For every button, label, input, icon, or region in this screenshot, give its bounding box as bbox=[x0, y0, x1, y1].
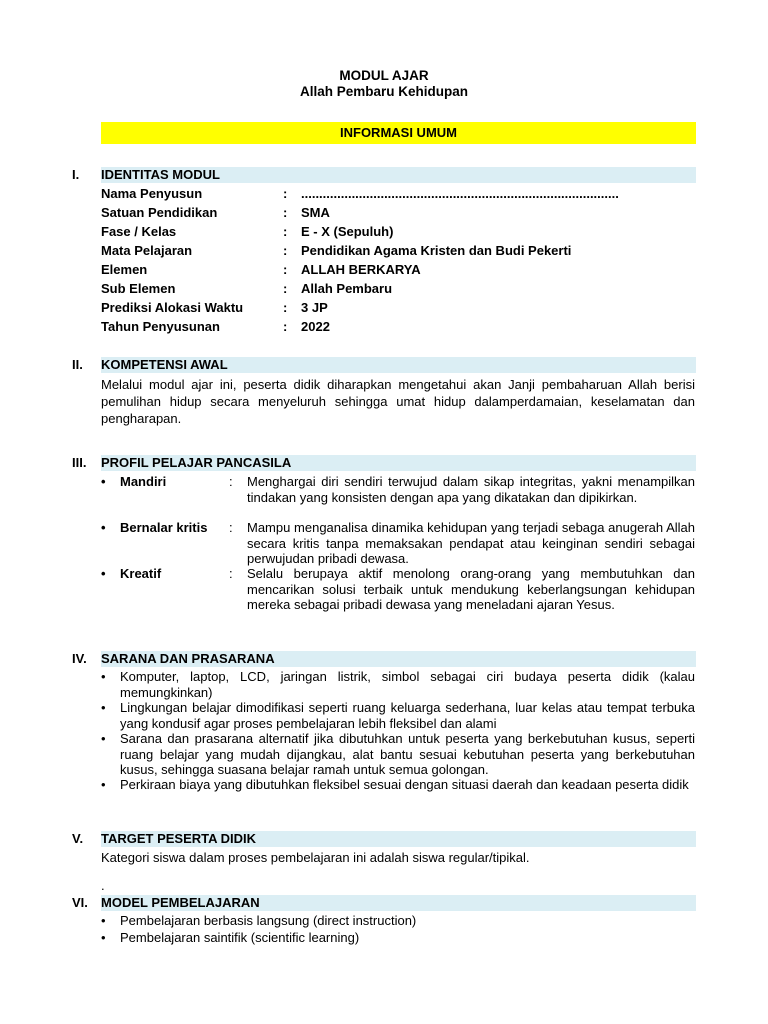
section-title: TARGET PESERTA DIDIK bbox=[101, 831, 257, 846]
identity-row bbox=[101, 222, 696, 241]
bullet: • bbox=[101, 700, 106, 715]
bullet: • bbox=[101, 474, 106, 489]
section-title: IDENTITAS MODUL bbox=[101, 167, 220, 182]
section-header-kompetensi bbox=[72, 357, 696, 373]
identity-value: ALLAH BERKARYA bbox=[301, 262, 421, 277]
profile-description: Mampu menganalisa dinamika kehidupan yang terjadi sebaga anugerah Allah secara kritis tanpa memaksakan pendapat atau keinginan sendiri sebagai perwujudan pribadi dewasa. bbox=[247, 520, 695, 566]
colon: : bbox=[283, 186, 288, 201]
identity-value: SMA bbox=[301, 205, 330, 220]
section-header-profil bbox=[72, 455, 696, 471]
section-number: III. bbox=[72, 455, 87, 470]
identity-label: Nama Penyusun bbox=[101, 186, 203, 201]
colon: : bbox=[283, 281, 288, 296]
document-title: MODUL AJAR bbox=[339, 68, 429, 83]
section-header-target bbox=[72, 831, 696, 847]
bullet: • bbox=[101, 566, 106, 581]
bullet: • bbox=[101, 731, 106, 746]
identity-label: Fase / Kelas bbox=[101, 224, 177, 239]
identity-value: Allah Pembaru bbox=[301, 281, 393, 296]
identity-row bbox=[101, 184, 696, 203]
colon: : bbox=[283, 243, 288, 258]
identity-value: ........................................................................................ bbox=[301, 186, 619, 201]
bullet: • bbox=[101, 669, 106, 684]
list-item-text: Lingkungan belajar dimodifikasi seperti ruang keluarga sederhana, luar kelas atau tempat terbuka yang kondusif agar proses pembelajaran lebih fleksibel dan alami bbox=[120, 700, 695, 731]
profile-label: Bernalar kritis bbox=[120, 520, 208, 535]
identity-row bbox=[101, 203, 696, 222]
identity-value: Pendidikan Agama Kristen dan Budi Pekerti bbox=[301, 243, 572, 258]
identity-row bbox=[101, 241, 696, 260]
section-title: SARANA DAN PRASARANA bbox=[101, 651, 275, 666]
list-item-text: Sarana dan prasarana alternatif jika dibutuhkan untuk peserta yang berkebutuhan kusus, seperti ruang belajar yang mudah dijangkau, alat bantu sesuai kebutuhan peserta yang berkebutuhan kusus, sehingga suasana belajar ramah untuk semua golongan. bbox=[120, 731, 695, 778]
section-number: IV. bbox=[72, 651, 87, 666]
identity-label: Elemen bbox=[101, 262, 148, 277]
identity-label: Sub Elemen bbox=[101, 281, 176, 296]
profile-label: Kreatif bbox=[120, 566, 162, 581]
section-header-identitas bbox=[72, 167, 696, 183]
section-header-sarana bbox=[72, 651, 696, 667]
list-item-text: Perkiraan biaya yang dibutuhkan fleksibel sesuai dengan situasi daerah dan keadaan peserta didik bbox=[120, 777, 689, 792]
identity-row bbox=[101, 260, 696, 279]
section-number: V. bbox=[72, 831, 84, 846]
colon: : bbox=[229, 566, 233, 581]
identity-label: Tahun Penyusunan bbox=[101, 319, 220, 334]
bullet: • bbox=[101, 930, 106, 945]
section-number: VI. bbox=[72, 895, 88, 910]
section-title: MODEL PEMBELAJARAN bbox=[101, 895, 260, 910]
info-banner: INFORMASI UMUM bbox=[101, 122, 696, 144]
stray-period: . bbox=[101, 878, 105, 893]
document-subtitle: Allah Pembaru Kehidupan bbox=[299, 84, 469, 99]
identity-label: Prediksi Alokasi Waktu bbox=[101, 300, 244, 315]
list-item-text: Pembelajaran saintifik (scientific learning) bbox=[120, 930, 360, 945]
profile-description: Selalu berupaya aktif menolong orang-orang yang membutuhkan dan mencarikan solusi terbaik untuk mendukung keberlangsungan kehidupan mereka sebagai pribadi dewasa yang meneladani ajaran Yesus. bbox=[247, 566, 695, 612]
identity-label: Satuan Pendidikan bbox=[101, 205, 218, 220]
colon: : bbox=[229, 474, 233, 489]
identity-row bbox=[101, 298, 696, 317]
bullet: • bbox=[101, 777, 106, 792]
identity-value: E - X (Sepuluh) bbox=[301, 224, 394, 239]
list-item-text: Pembelajaran berbasis langsung (direct instruction) bbox=[120, 913, 417, 928]
colon: : bbox=[283, 224, 288, 239]
section-title: KOMPETENSI AWAL bbox=[101, 357, 228, 372]
identity-value: 2022 bbox=[301, 319, 330, 334]
list-item-text: Komputer, laptop, LCD, jaringan listrik, simbol sebagai ciri budaya peserta didik (kalau memungkinkan) bbox=[120, 669, 695, 700]
identity-value: 3 JP bbox=[301, 300, 328, 315]
bullet: • bbox=[101, 913, 106, 928]
profile-description: Menghargai diri sendiri terwujud dalam sikap integritas, yakni menampilkan tindakan yang konsisten dengan apa yang dikatakan dan dipikirkan. bbox=[247, 474, 695, 505]
kompetensi-paragraph: Melalui modul ajar ini, peserta didik diharapkan mengetahui akan Janji pembaharuan Allah berisi pemulihan hidup secara menyeluruh sehingga umat hidup dalamperdamaian, keselamatan dan pengharapan. bbox=[101, 377, 695, 426]
target-paragraph: Kategori siswa dalam proses pembelajaran ini adalah siswa regular/tipikal. bbox=[101, 850, 530, 865]
section-number: II. bbox=[72, 357, 83, 372]
section-title: PROFIL PELAJAR PANCASILA bbox=[101, 455, 292, 470]
colon: : bbox=[283, 319, 288, 334]
identity-row bbox=[101, 279, 696, 298]
colon: : bbox=[283, 205, 288, 220]
colon: : bbox=[283, 262, 288, 277]
identity-label: Mata Pelajaran bbox=[101, 243, 193, 258]
section-number: I. bbox=[72, 167, 80, 182]
profile-label: Mandiri bbox=[120, 474, 167, 489]
identity-row bbox=[101, 317, 696, 336]
bullet: • bbox=[101, 520, 106, 535]
colon: : bbox=[283, 300, 288, 315]
section-header-model bbox=[72, 895, 696, 911]
colon: : bbox=[229, 520, 233, 535]
